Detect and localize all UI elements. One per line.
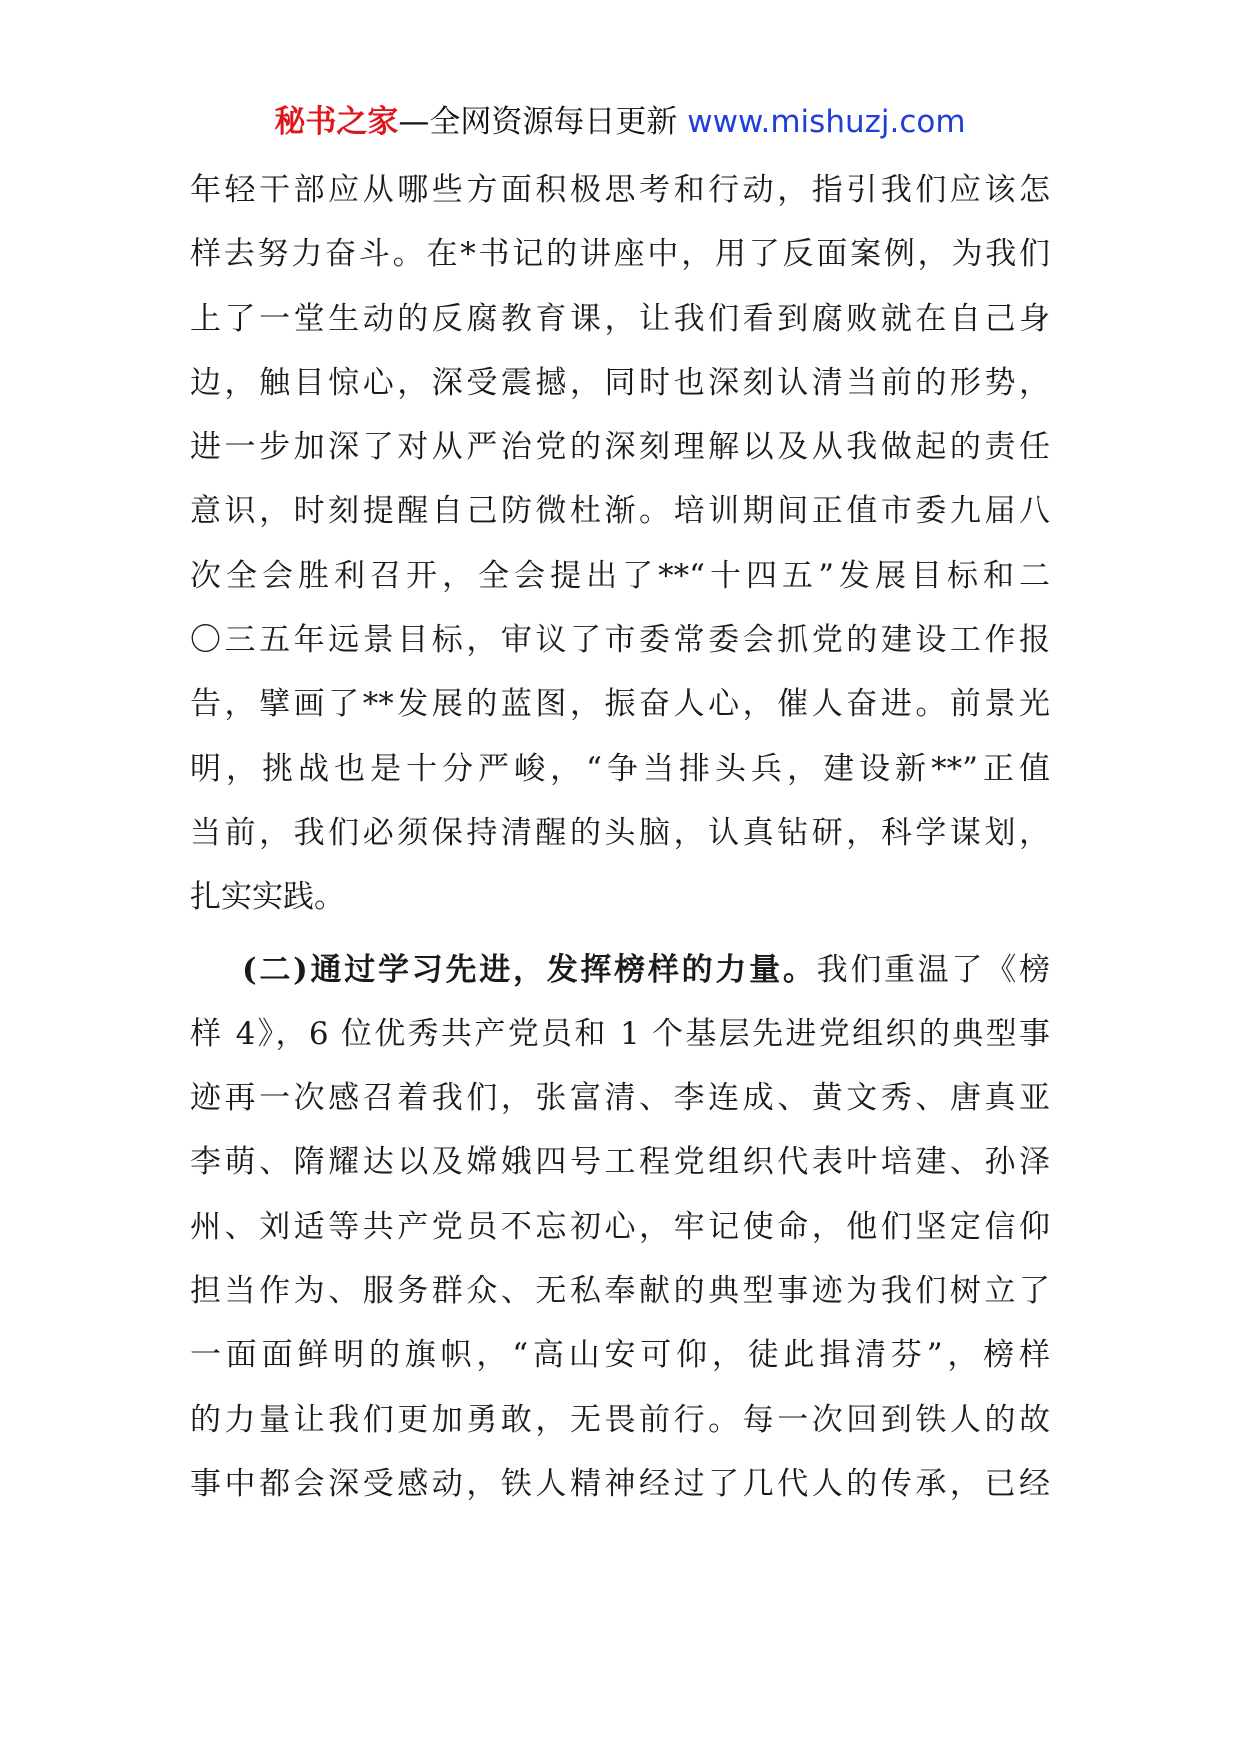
text-line: 意识，时刻提醒自己防微杜渐。培训期间正值市委九届八 [190, 493, 1050, 530]
text-line: 担当作为、服务群众、无私奉献的典型事迹为我们树立了 [190, 1273, 1050, 1310]
paragraph-2-first-line [190, 938, 1050, 1002]
text-line: 一面面鲜明的旗帜，“高山安可仰，徒此揖清芬”，榜样 [190, 1337, 1050, 1374]
text-line: 〇三五年远景目标，审议了市委常委会抓党的建设工作报 [190, 622, 1050, 659]
paragraph-2 [190, 938, 1050, 1517]
text-line: 明，挑战也是十分严峻，“争当排头兵，建设新**”正值 [190, 750, 1050, 787]
text-line: 事中都会深受感动，铁人精神经过了几代人的传承，已经 [190, 1465, 1050, 1502]
header-url-link[interactable]: www.mishuzj.com [687, 104, 966, 140]
text-line: 次全会胜利召开，全会提出了**“十四五”发展目标和二 [190, 557, 1050, 594]
page-header [0, 100, 1240, 144]
text-line: 当前，我们必须保持清醒的头脑，认真钻研，科学谋划， [190, 814, 1050, 851]
text-line: 李萌、隋耀达以及嫦娥四号工程党组织代表叶培建、孙泽 [190, 1144, 1050, 1181]
paragraph-1 [190, 158, 1050, 930]
text-span: 我们重温了《榜 [816, 951, 1050, 988]
header-brand: 秘书之家 [274, 104, 399, 140]
text-line: 扎实实践。 [190, 879, 345, 916]
document-body [190, 158, 1050, 1516]
text-line: 样 4》，6 位优秀共产党员和 1 个基层先进党组织的典型事 [190, 1015, 1050, 1052]
header-tagline: —全网资源每日更新 [398, 104, 678, 140]
text-line: 边，触目惊心，深受震撼，同时也深刻认清当前的形势， [190, 364, 1050, 401]
text-line: 样去努力奋斗。在*书记的讲座中，用了反面案例，为我们 [190, 236, 1050, 273]
text-line: 迹再一次感召着我们，张富清、李连成、黄文秀、唐真亚 [190, 1080, 1050, 1117]
text-line: 州、刘适等共产党员不忘初心，牢记使命，他们坚定信仰 [190, 1208, 1050, 1245]
text-line: 进一步加深了对从严治党的深刻理解以及从我做起的责任 [190, 429, 1050, 466]
text-line: 上了一堂生动的反腐教育课，让我们看到腐败就在自己身 [190, 300, 1050, 337]
text-line: 年轻干部应从哪些方面积极思考和行动，指引我们应该怎 [190, 172, 1050, 208]
text-line: 的力量让我们更加勇敢，无畏前行。每一次回到铁人的故 [190, 1401, 1050, 1438]
section-heading: (二)通过学习先进，发挥榜样的力量。 [242, 951, 817, 988]
text-line: 告，擘画了**发展的蓝图，振奋人心，催人奋进。前景光 [190, 686, 1050, 723]
